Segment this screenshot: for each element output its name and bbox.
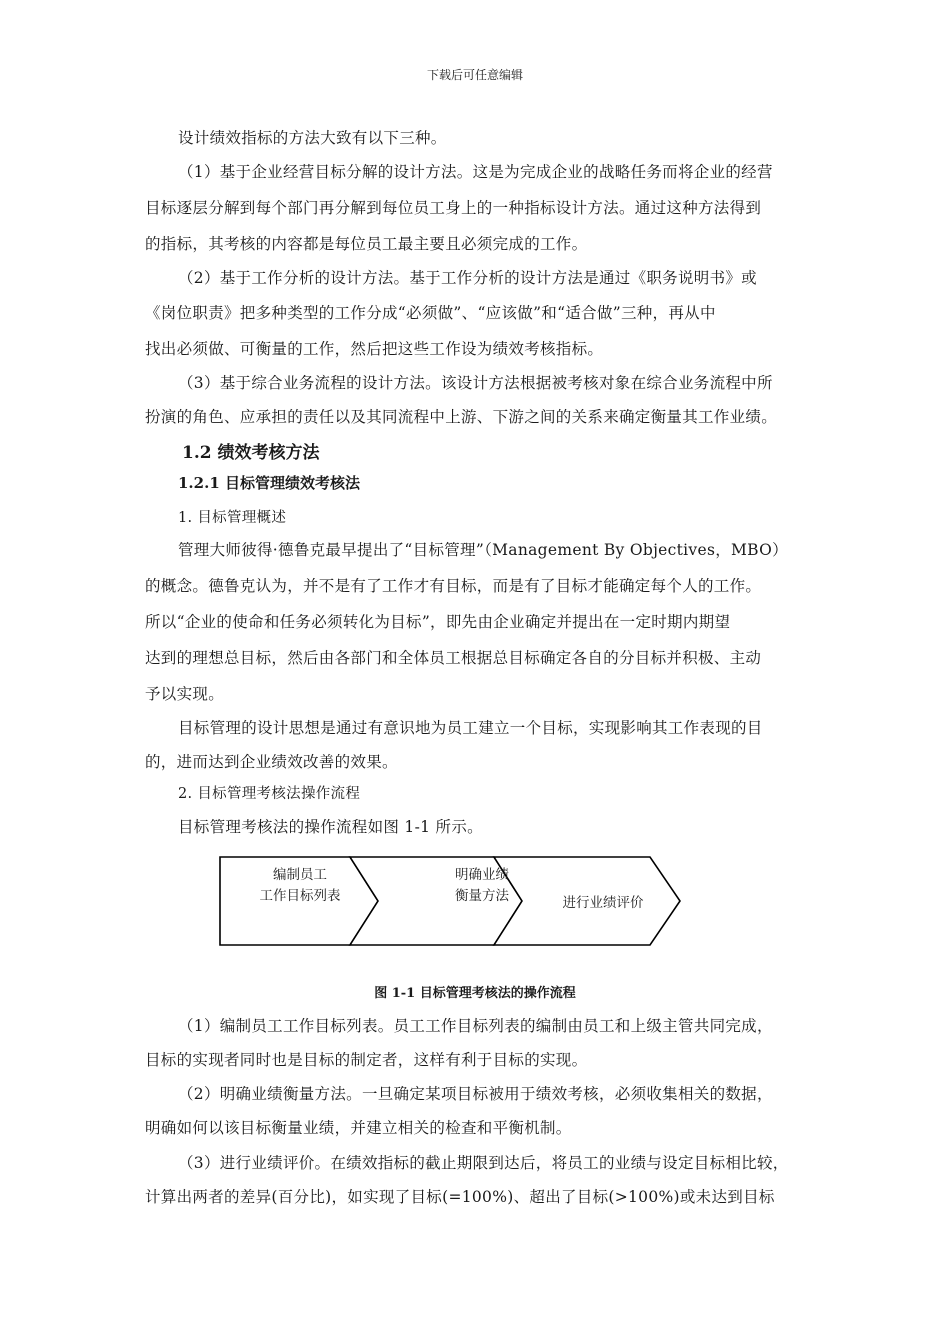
- method-3-line: （3）基于综合业务流程的设计方法。该设计方法根据被考核对象在综合业务流程中所: [178, 374, 773, 392]
- flow-step-1-line-2: 工作目标列表: [259, 888, 341, 904]
- mbo-paragraph-line: 达到的理想总目标，然后由各部门和全体员工根据总目标确定各自的分目标并积极、主动: [145, 649, 762, 667]
- figure-intro: 目标管理考核法的操作流程如图 1-1 所示。: [178, 818, 483, 836]
- step-description-line: 计算出两者的差异(百分比)，如实现了目标(=100%)、超出了目标(>100%)或未达到目标: [145, 1188, 775, 1206]
- page-header: 下载后可任意编辑: [426, 68, 523, 82]
- step-description-line: （2）明确业绩衡量方法。一旦确定某项目标被用于绩效考核，必须收集相关的数据，: [178, 1085, 773, 1103]
- flow-step-2-label: [446, 865, 518, 907]
- method-3-line: 扮演的角色、应承担的责任以及其同流程中上游、下游之间的关系来确定衡量其工作业绩。: [145, 408, 778, 426]
- flow-step-2-line-1: 明确业绩: [455, 867, 509, 883]
- method-2-line: 找出必须做、可衡量的工作，然后把这些工作设为绩效考核指标。: [145, 340, 604, 358]
- intro-paragraph: 设计绩效指标的方法大致有以下三种。: [178, 129, 447, 147]
- item-2-title: 2. 目标管理考核法操作流程: [178, 786, 361, 802]
- flow-step-1-label: [248, 865, 352, 907]
- mbo-paragraph-line: 予以实现。: [145, 685, 225, 703]
- step-description-line: （3）进行业绩评价。在绩效指标的截止期限到达后，将员工的业绩与设定目标相比较，: [178, 1154, 789, 1172]
- figure-caption: 图 1-1 目标管理考核法的操作流程: [374, 986, 576, 1001]
- item-1-title: 1. 目标管理概述: [178, 510, 287, 526]
- flow-step-1-line-1: 编制员工: [273, 867, 327, 883]
- method-2-line: （2）基于工作分析的设计方法。基于工作分析的设计方法是通过《职务说明书》或: [178, 269, 757, 287]
- method-2-line: 《岗位职责》把多种类型的工作分成“必须做”、“应该做”和“适合做”三种，再从中: [145, 304, 716, 322]
- method-1-line: 的指标，其考核的内容都是每位员工最主要且必须完成的工作。: [145, 235, 588, 253]
- flow-step-2-line-2: 衡量方法: [455, 888, 509, 904]
- process-flowchart: [218, 855, 683, 947]
- mbo-design-line: 的，进而达到企业绩效改善的效果。: [145, 753, 398, 771]
- section-heading: 1.2 绩效考核方法: [182, 443, 320, 463]
- mbo-design-line: 目标管理的设计思想是通过有意识地为员工建立一个目标，实现影响其工作表现的目: [178, 719, 763, 737]
- flow-step-3-label: 进行业绩评价: [562, 895, 644, 911]
- mbo-paragraph-line: 所以“企业的使命和任务必须转化为目标”，即先由企业确定并提出在一定时期内期望: [145, 613, 731, 631]
- mbo-paragraph-line: 的概念。德鲁克认为，并不是有了工作才有目标，而是有了目标才能确定每个人的工作。: [145, 577, 762, 595]
- subsection-heading: 1.2.1 目标管理绩效考核法: [178, 474, 360, 492]
- step-description-line: 明确如何以该目标衡量业绩，并建立相关的检查和平衡机制。: [145, 1119, 572, 1137]
- step-description-line: （1）编制员工工作目标列表。员工工作目标列表的编制由员工和上级主管共同完成，: [178, 1017, 773, 1035]
- method-1-line: （1）基于企业经营目标分解的设计方法。这是为完成企业的战略任务而将企业的经营: [178, 163, 773, 181]
- step-description-line: 目标的实现者同时也是目标的制定者，这样有利于目标的实现。: [145, 1051, 588, 1069]
- method-1-line: 目标逐层分解到每个部门再分解到每位员工身上的一种指标设计方法。通过这种方法得到: [145, 199, 762, 217]
- mbo-paragraph-line: 管理大师彼得·德鲁克最早提出了“目标管理”（Management By Objectives，MBO）: [178, 541, 788, 559]
